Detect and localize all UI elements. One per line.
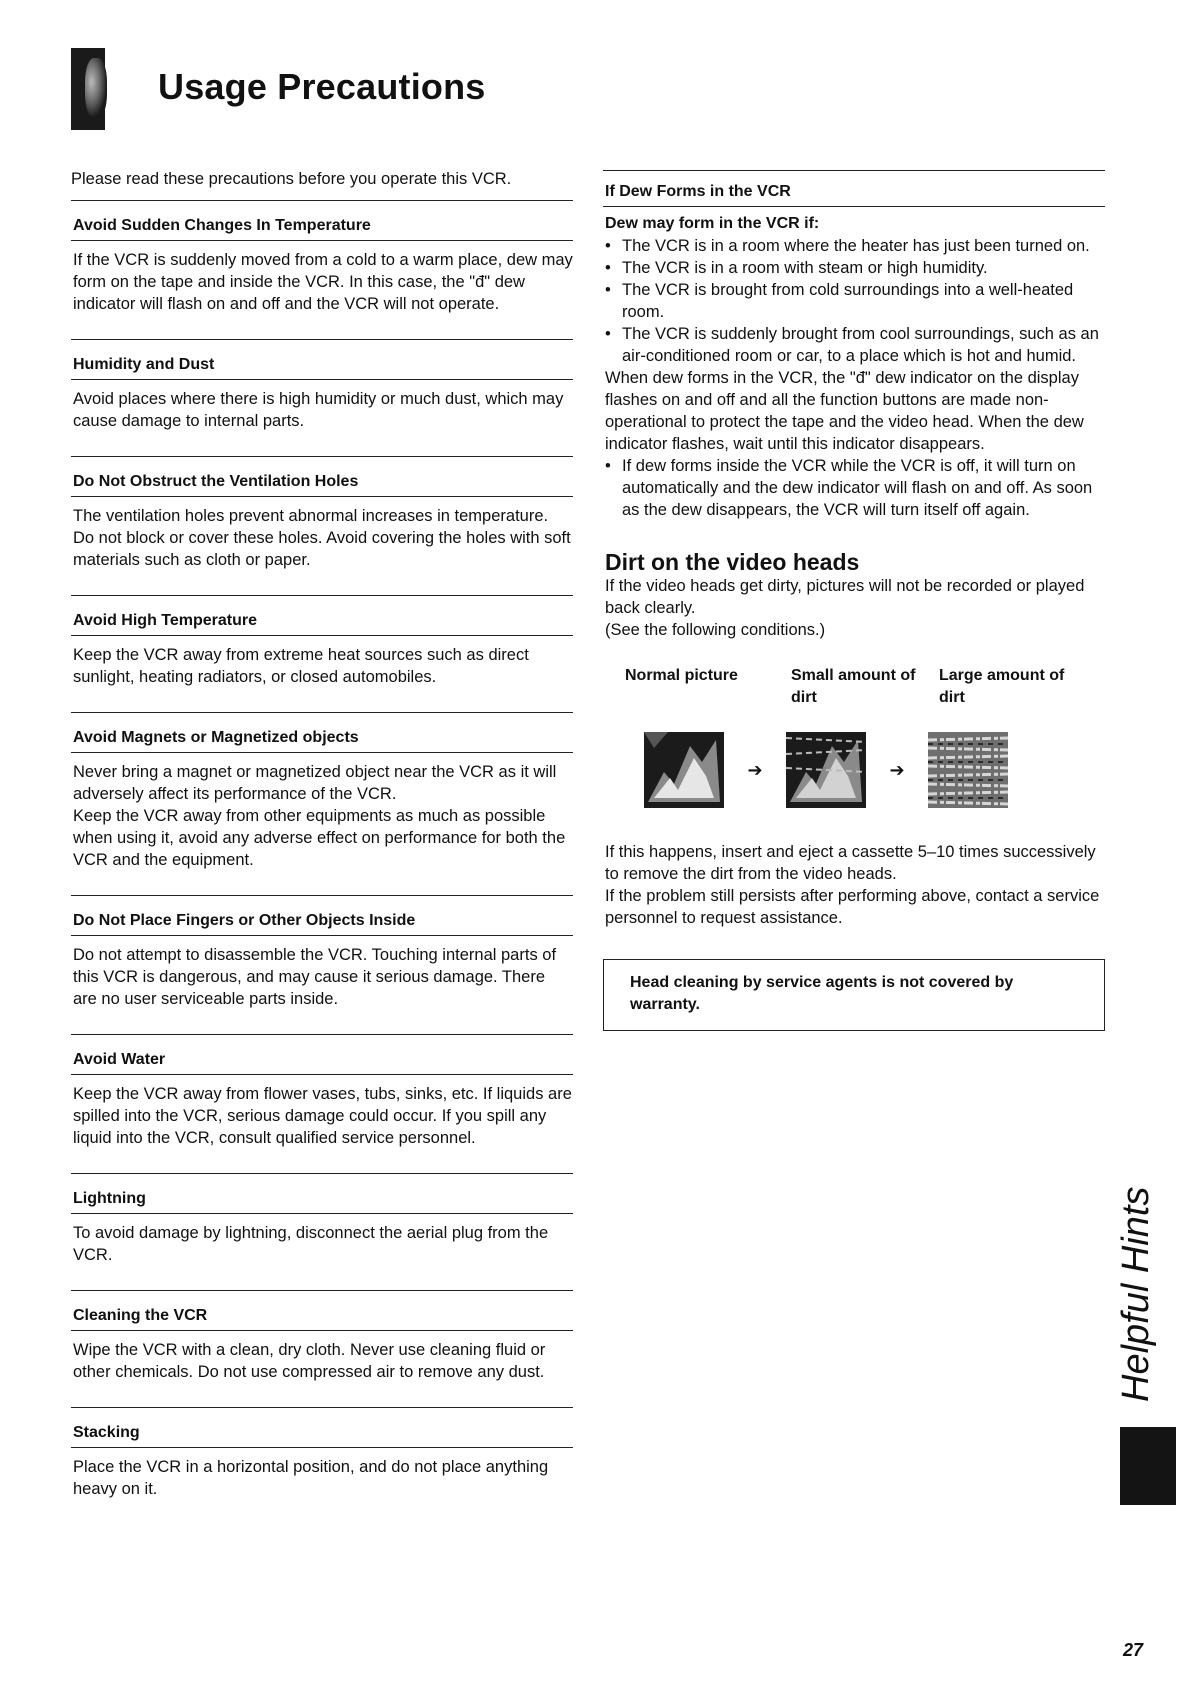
dew-conditions-list [603, 235, 1105, 367]
dirt-heading: Dirt on the video heads [605, 549, 860, 575]
list-item: • The VCR is brought from cold surroundings into a well-heated room. [605, 279, 1105, 323]
section-humidity [71, 339, 573, 432]
section-heading: Avoid High Temperature [71, 595, 573, 636]
dirt-intro: If the video heads get dirty, pictures will not be recorded or played back clearly. [605, 577, 1085, 617]
section-heading: Avoid Water [71, 1034, 573, 1075]
section-heading: Do Not Place Fingers or Other Objects Inside [71, 895, 573, 936]
section-fingers [71, 895, 573, 1010]
right-column [603, 170, 1105, 1031]
left-column [71, 168, 573, 1524]
label-small-dirt: Small amount of dirt [791, 667, 916, 706]
list-item: • If dew forms inside the VCR while the VCR is off, it will turn on automatically and the dew indicator will flash on and off. As soon as the dew disappears, the VCR will turn itself off again. [605, 455, 1105, 521]
dirt-picture-sequence [644, 731, 1105, 809]
label-large-dirt: Large amount of dirt [939, 667, 1065, 706]
dirt-remedy: If this happens, insert and eject a cassette 5–10 times successively to remove the dirt from the video heads. [605, 843, 1096, 883]
large-dirt-image [928, 732, 1008, 808]
side-tab-label: Helpful Hints [1115, 1186, 1157, 1402]
section-heading: Avoid Magnets or Magnetized objects [71, 712, 573, 753]
section-heading: Humidity and Dust [71, 339, 573, 380]
list-item: • The VCR is suddenly brought from cool surroundings, such as an air-conditioned room or car, to a place which is hot and humid. [605, 323, 1105, 367]
dirt-remedy-block [603, 841, 1105, 929]
section-cleaning [71, 1290, 573, 1383]
section-body: If the VCR is suddenly moved from a cold to a warm place, dew may form on the tape and inside the VCR. In this case, the "đ" dew indicator will flash on and off and the VCR will not operate. [73, 251, 573, 313]
page-number: 27 [1123, 1640, 1144, 1660]
normal-picture-image [644, 732, 724, 808]
section-heading: Cleaning the VCR [71, 1290, 573, 1331]
section-water [71, 1034, 573, 1149]
dew-subheading: Dew may form in the VCR if: [605, 215, 820, 232]
side-tab-marker [1120, 1427, 1176, 1505]
section-stacking [71, 1407, 573, 1500]
dirt-labels [625, 665, 1105, 709]
intro-text: Please read these precautions before you operate this VCR. [71, 170, 512, 188]
dew-heading: If Dew Forms in the VCR [603, 170, 1105, 207]
arrow-icon: ➔ [889, 760, 905, 780]
title-block-icon [71, 48, 105, 130]
section-body: Place the VCR in a horizontal position, and do not place anything heavy on it. [73, 1458, 549, 1498]
section-body: Keep the VCR away from extreme heat sources such as direct sunlight, heating radiators, or closed automobiles. [73, 646, 529, 686]
small-dirt-image [786, 732, 866, 808]
section-body: Do not attempt to disassemble the VCR. Touching internal parts of this VCR is dangerous, and may cause it serious damage. There are no user serviceable parts inside. [73, 946, 557, 1008]
section-body: Never bring a magnet or magnetized object near the VCR as it will adversely affect its performance of the VCR. Keep the VCR away from other equipments as much as possible when using it, avoid any adverse effect on performance for both the VCR and the equipment. [73, 763, 566, 869]
dew-paragraph: When dew forms in the VCR, the "đ" dew indicator on the display flashes on and off and all the function buttons are made non-operational to protect the tape and the video head. When the dew indicator flashes, wait until this indicator disappears. [605, 369, 1084, 453]
section-heading: Avoid Sudden Changes In Temperature [71, 200, 573, 241]
section-heading: Do Not Obstruct the Ventilation Holes [71, 456, 573, 497]
section-body: Wipe the VCR with a clean, dry cloth. Never use cleaning fluid or other chemicals. Do not use compressed air to remove any dust. [73, 1341, 546, 1381]
section-heading: Lightning [71, 1173, 573, 1214]
section-magnets [71, 712, 573, 871]
list-item: • The VCR is in a room where the heater has just been turned on. [605, 235, 1105, 257]
section-lightning [71, 1173, 573, 1266]
section-high-temperature [71, 595, 573, 688]
arrow-icon: ➔ [747, 760, 763, 780]
list-item: • The VCR is in a room with steam or high humidity. [605, 257, 1105, 279]
section-body: The ventilation holes prevent abnormal increases in temperature. Do not block or cover these holes. Avoid covering the holes with soft materials such as cloth or paper. [73, 507, 571, 569]
section-body: Avoid places where there is high humidity or much dust, which may cause damage to internal parts. [73, 390, 564, 430]
page-title: Usage Precautions [158, 66, 486, 107]
dew-off-note-list [603, 455, 1105, 521]
warranty-notice: Head cleaning by service agents is not covered by warranty. [603, 959, 1105, 1031]
section-body: To avoid damage by lightning, disconnect the aerial plug from the VCR. [73, 1224, 549, 1264]
dirt-see-conditions: (See the following conditions.) [605, 621, 826, 639]
section-ventilation [71, 456, 573, 571]
label-normal-picture: Normal picture [625, 667, 738, 684]
section-heading: Stacking [71, 1407, 573, 1448]
section-temperature [71, 200, 573, 315]
dirt-contact: If the problem still persists after performing above, contact a service personnel to request assistance. [605, 887, 1100, 927]
section-body: Keep the VCR away from flower vases, tubs, sinks, etc. If liquids are spilled into the VCR, serious damage could occur. If you spill any liquid into the VCR, consult qualified service personnel. [73, 1085, 572, 1147]
